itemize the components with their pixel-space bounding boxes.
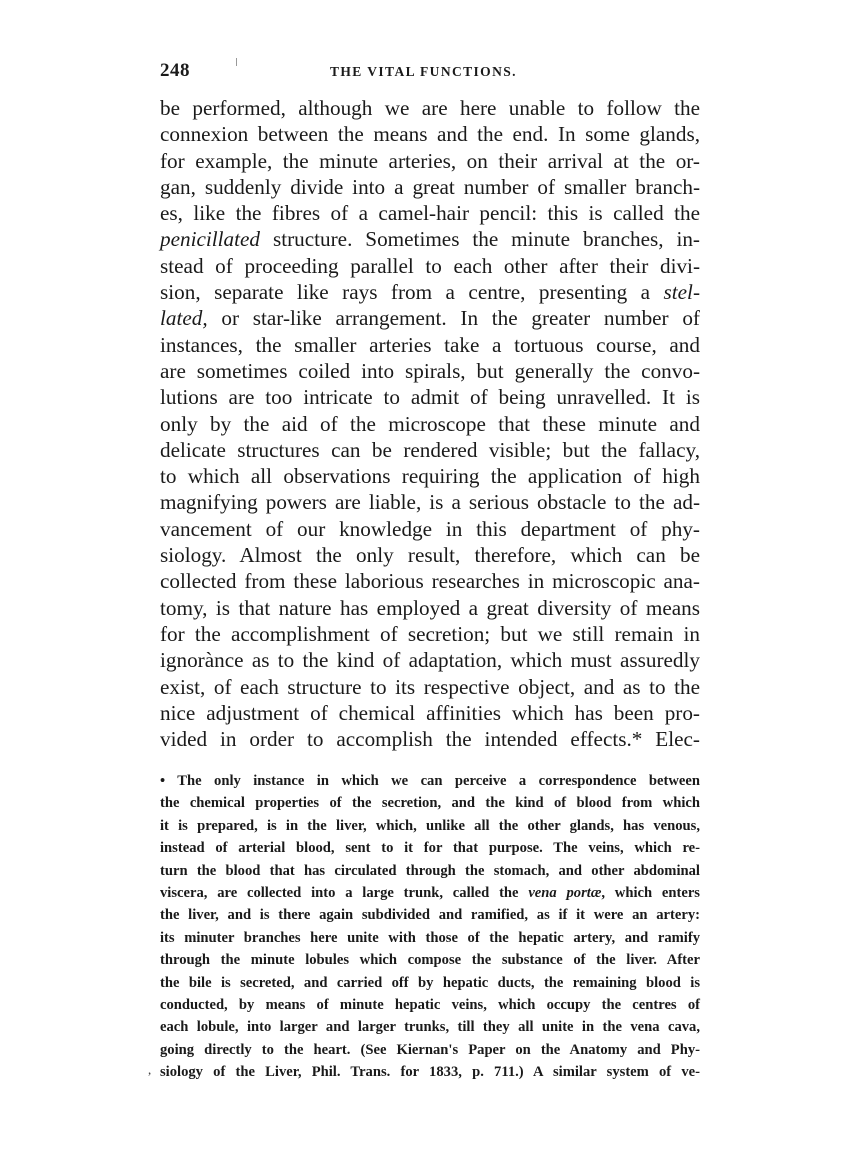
text-line: instances, the smaller arteries take a tortuous course, and <box>160 332 700 357</box>
text-line: be performed, although we are here unable to follow the <box>160 96 700 120</box>
text-line: penicillated structure. Sometimes the minute branches, in- <box>160 227 700 252</box>
text-line: for the accomplishment of secretion; but we still remain in <box>160 621 700 646</box>
text-line: for example, the minute arteries, on their arrival at the or- <box>160 148 700 173</box>
text-line: ignorànce as to the kind of adaptation, which must assuredly <box>160 648 700 673</box>
footnote-line: going directly to the heart. (See Kiernan's Paper on the Anatomy and Phy- <box>160 1041 700 1058</box>
running-title: THE VITAL FUNCTIONS. <box>330 64 517 79</box>
footnote-line: siology of the Liver, Phil. Trans. for 1833, p. 711.) A similar system of ve- <box>160 1064 700 1081</box>
footnote-line: its minuter branches here unite with those of the hepatic artery, and ramify <box>160 929 700 946</box>
footnote-line: the liver, and is there again subdivided and ramified, as if it were an artery: <box>160 907 700 924</box>
text-line: to which all observations requiring the application of high <box>160 464 700 489</box>
footnote-line: the chemical properties of the secretion, and the kind of blood from which <box>160 795 700 812</box>
footnote-line: turn the blood that has circulated through the stomach, and other abdominal <box>160 862 700 879</box>
running-head <box>160 60 700 88</box>
footnote-line: conducted, by means of minute hepatic veins, which occupy the centres of <box>160 996 700 1013</box>
text-line: are sometimes coiled into spirals, but generally the convo- <box>160 358 700 383</box>
text-line: exist, of each structure to its respective object, and as to the <box>160 674 700 699</box>
text-line: only by the aid of the microscope that these minute and <box>160 411 700 436</box>
text-line: vancement of our knowledge in this department of phy- <box>160 516 700 541</box>
main-text <box>160 95 700 752</box>
text-line: magnifying powers are liable, is a serious obstacle to the ad- <box>160 490 700 515</box>
footnote <box>160 770 700 1083</box>
text-line: tomy, is that nature has employed a great diversity of means <box>160 595 700 620</box>
footnote-line: instead of arterial blood, sent to it for that purpose. The veins, which re- <box>160 840 700 857</box>
footnote-line: viscera, are collected into a large trunk, called the vena portæ, which enters <box>160 884 700 901</box>
footnote-line: it is prepared, is in the liver, which, unlike all the other glands, has venous, <box>160 817 700 834</box>
text-line: stead of proceeding parallel to each other after their divi- <box>160 253 700 278</box>
text-line: lutions are too intricate to admit of being unravelled. It is <box>160 385 700 410</box>
text-line: gan, suddenly divide into a great number of smaller branch- <box>160 174 700 199</box>
page-number: 248 <box>160 60 190 81</box>
text-line: delicate structures can be rendered visible; but the fallacy, <box>160 437 700 462</box>
footnote-line: each lobule, into larger and larger trunks, till they all unite in the vena cava, <box>160 1019 700 1036</box>
print-speck: , <box>148 1062 152 1077</box>
text-line: collected from these laborious researches in microscopic ana- <box>160 569 700 594</box>
text-line: es, like the fibres of a camel-hair pencil: this is called the <box>160 201 700 226</box>
text-line: lated, or star-like arrangement. In the greater number of <box>160 306 700 331</box>
footnote-line: the bile is secreted, and carried off by hepatic ducts, the remaining blood is <box>160 974 700 991</box>
footnote-line: • The only instance in which we can perceive a correspondence between <box>160 773 700 789</box>
footnote-line: through the minute lobules which compose the substance of the liver. After <box>160 952 700 969</box>
text-line: connexion between the means and the end. In some glands, <box>160 122 700 147</box>
text-line: sion, separate like rays from a centre, presenting a stel- <box>160 280 700 305</box>
text-line: nice adjustment of chemical affinities which has been pro- <box>160 700 700 725</box>
text-line: siology. Almost the only result, therefore, which can be <box>160 543 700 568</box>
text-line: vided in order to accomplish the intended effects.* Elec- <box>160 727 700 752</box>
